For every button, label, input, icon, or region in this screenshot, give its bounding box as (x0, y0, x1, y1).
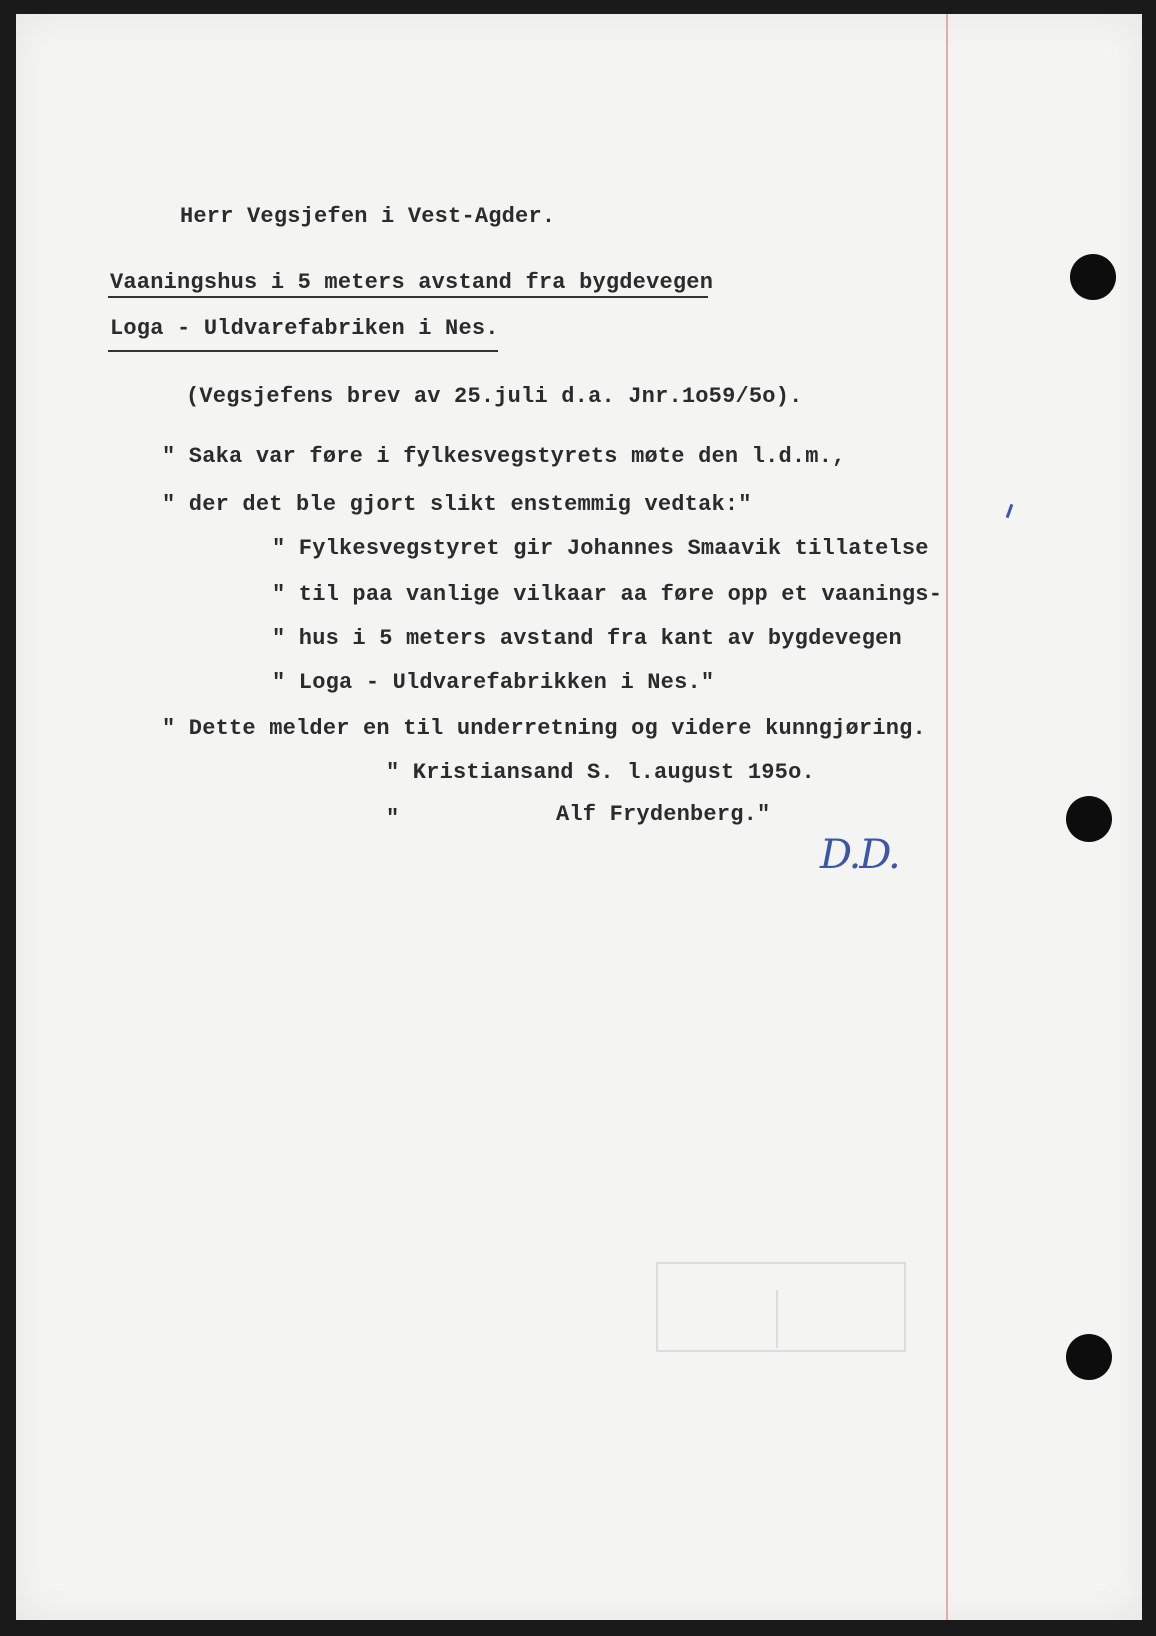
pen-mark (1006, 504, 1014, 518)
reference-line: (Vegsjefens brev av 25.juli d.a. Jnr.1o59/5o). (186, 384, 803, 409)
addressee: Herr Vegsjefen i Vest-Agder. (180, 204, 556, 229)
body-line: " Fylkesvegstyret gir Johannes Smaavik tillatelse (272, 536, 929, 561)
document-page (16, 14, 1142, 1620)
subject-underline-2 (108, 350, 498, 352)
signature-name: Alf Frydenberg." (556, 802, 771, 827)
handwritten-initials: D.D. (820, 832, 899, 878)
subject-line-2: Loga - Uldvarefabriken i Nes. (110, 316, 499, 341)
body-line: " (386, 806, 400, 831)
punch-hole-middle (1066, 796, 1112, 842)
faint-stamp-divider (776, 1290, 778, 1348)
body-line: " Loga - Uldvarefabrikken i Nes." (272, 670, 715, 695)
subject-underline-1 (108, 296, 708, 298)
body-line: " der det ble gjort slikt enstemmig vedtak:" (162, 492, 752, 517)
punch-hole-top (1070, 254, 1116, 300)
body-line: " Dette melder en til underretning og videre kunngjøring. (162, 716, 926, 741)
body-line: " til paa vanlige vilkaar aa føre opp et vaanings- (272, 582, 943, 607)
body-line: " Kristiansand S. l.august 195o. (386, 760, 815, 785)
body-line: " hus i 5 meters avstand fra kant av bygdevegen (272, 626, 902, 651)
body-line: " Saka var føre i fylkesvegstyrets møte den l.d.m., (162, 444, 846, 469)
faint-stamp-box (656, 1262, 906, 1352)
subject-line-1: Vaaningshus i 5 meters avstand fra bygdevegen (110, 270, 714, 295)
margin-rule (946, 14, 948, 1620)
punch-hole-bottom (1066, 1334, 1112, 1380)
